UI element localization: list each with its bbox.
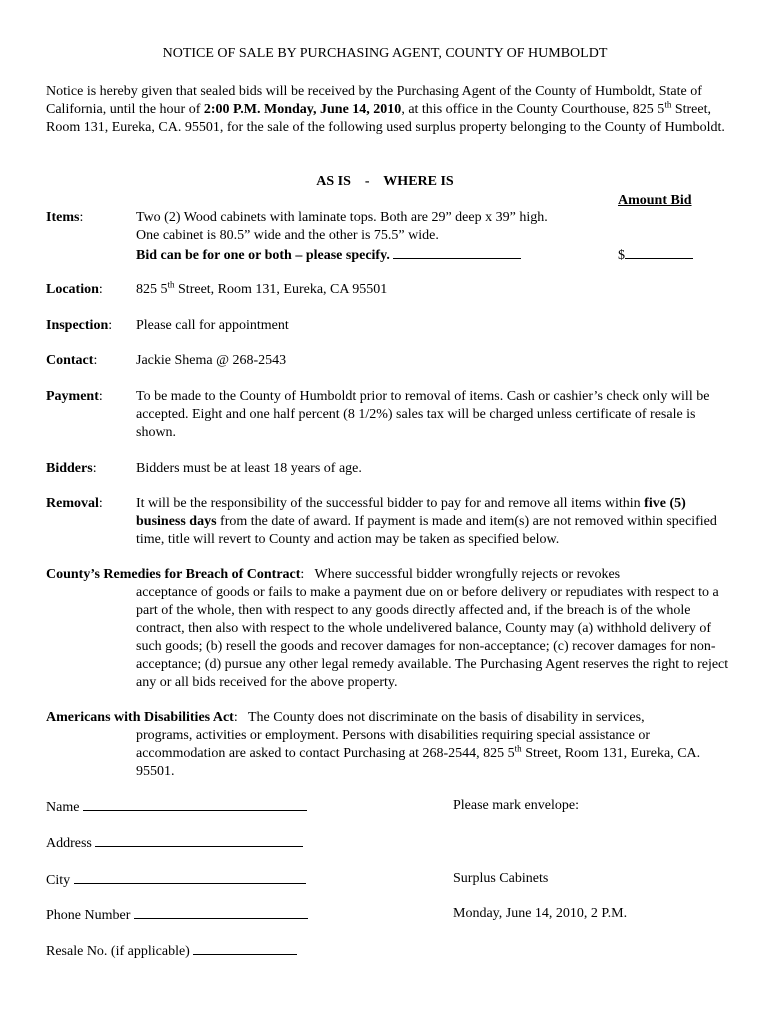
envelope-line-2: Monday, June 14, 2010, 2 P.M. [453, 906, 628, 921]
city-line[interactable] [74, 870, 306, 884]
remedies-section: County’s Remedies for Breach of Contract: Where successful bidder wrongfully rejects or revokes acceptance of goods or fails to make a payment due on or before delivery or repudiates with respect to a part of the whole, then with respect to any goods directly affected and, if the breach is of the whole contract, then also with respect to the whole undelivered balance, County may (a) withhold delivery of such goods; (b) resell the goods and recover damages for non-acceptance; (c) recover damages for non-acceptance; (d) pursue any other legal remedy available. The Purchasing Agent reserves the right to reject any or all bids received for the above property. [46, 566, 731, 692]
intro-text-2: , at this office in the County Courthouse, 825 5 [401, 102, 665, 117]
location-value: 825 5th Street, Room 131, Eureka, CA 95501 [136, 279, 388, 297]
removal-value: It will be the responsibility of the successful bidder to pay for and remove all items within five (5) business days from the date of award. If payment is made and item(s) are not removed within specified time, title will revert to County and action may be taken as specified below. [136, 496, 717, 547]
as-is-heading: AS IS - WHERE IS [316, 174, 454, 189]
remedies-first-line: Where successful bidder wrongfully rejects or revokes [304, 567, 621, 582]
ada-text: programs, activities or employment. Persons with disabilities requiring special assistance or accommodation are asked to contact Purchasing at 268-2544, 825 5th Street, Room 131, Eureka, CA. 95501. [136, 728, 701, 779]
intro-text-1: Notice is hereby given that sealed bids will be received by the Purchasing Agent of the County of Humboldt, State of California, until the hour of [46, 84, 702, 117]
ada-label: Americans with Disabilities Act [46, 710, 234, 725]
resale-label: Resale No. (if applicable) [46, 944, 190, 959]
name-label: Name [46, 800, 80, 815]
remedies-label: County’s Remedies for Breach of Contract [46, 567, 301, 582]
bidders-label: Bidders: [46, 461, 97, 476]
amount-bid-heading: Amount Bid [618, 193, 692, 208]
items-bid-note: Bid can be for one or both – please specify. [136, 248, 390, 263]
name-field[interactable] [46, 797, 307, 817]
bidders-value: Bidders must be at least 18 years of age. [136, 461, 362, 476]
address-field[interactable] [46, 833, 303, 853]
address-line[interactable] [95, 833, 303, 847]
dollar-sign: $ [618, 248, 625, 263]
items-description [136, 209, 556, 265]
address-label: Address [46, 836, 92, 851]
resale-field[interactable] [46, 941, 297, 961]
bid-deadline: 2:00 P.M. Monday, June 14, 2010 [203, 102, 402, 117]
resale-line[interactable] [193, 941, 297, 955]
amount-bid-field[interactable] [618, 245, 693, 265]
city-field[interactable] [46, 870, 306, 890]
envelope-line-1: Surplus Cabinets [453, 871, 549, 886]
phone-label: Phone Number [46, 908, 131, 923]
removal-label: Removal: [46, 496, 103, 511]
phone-line[interactable] [134, 905, 308, 919]
city-label: City [46, 873, 71, 888]
intro-text-3: Street, Room 131, Eureka, CA. 95501, for the sale of the following used surplus property belonging to the County of Humboldt. [46, 102, 725, 135]
items-label: Items: [46, 210, 84, 225]
payment-value: To be made to the County of Humboldt prior to removal of items. Cash or cashier’s check only will be accepted. Eight and one half percent (8 1/2%) sales tax will be charged unless certificate of resale is shown. [136, 389, 710, 440]
intro-sup: th [664, 99, 672, 110]
items-text: Two (2) Wood cabinets with laminate tops. Both are 29” deep x 39” high. One cabinet is 80.5” wide and the other is 75.5” wide. [136, 210, 548, 243]
ada-section: Americans with Disabilities Act: The County does not discriminate on the basis of disability in services, programs, activities or employment. Persons with disabilities requiring special assistance or accommodation are asked to contact Purchasing at 268-2544, 825 5th Street, Room 131, Eureka, CA. 95501. [46, 709, 731, 781]
remedies-text: acceptance of goods or fails to make a payment due on or before delivery or repudiates with respect to a part of the whole, then with respect to any goods directly affected and, if the breach is of the whole contract, then also with respect to the whole undelivered balance, County may (a) withhold delivery of such goods; (b) resell the goods and recover damages for non-acceptance; (c) recover damages for non-acceptance; (d) pursue any other legal remedy available. The Purchasing Agent reserves the right to reject any or all bids received for the above property. [136, 585, 729, 690]
location-label: Location: [46, 282, 103, 297]
notice-title: NOTICE OF SALE BY PURCHASING AGENT, COUNTY OF HUMBOLDT [162, 46, 608, 61]
envelope-label: Please mark envelope: [453, 798, 579, 813]
inspection-value: Please call for appointment [136, 318, 289, 333]
amount-bid-line[interactable] [625, 245, 693, 259]
items-specify-line[interactable] [393, 245, 521, 259]
intro-paragraph [46, 83, 736, 137]
ada-first-line: The County does not discriminate on the basis of disability in services, [237, 710, 645, 725]
contact-value: Jackie Shema @ 268-2543 [136, 353, 287, 368]
payment-label: Payment: [46, 389, 103, 404]
phone-field[interactable] [46, 905, 308, 925]
inspection-label: Inspection: [46, 318, 113, 333]
contact-label: Contact: [46, 353, 98, 368]
name-line[interactable] [83, 797, 307, 811]
